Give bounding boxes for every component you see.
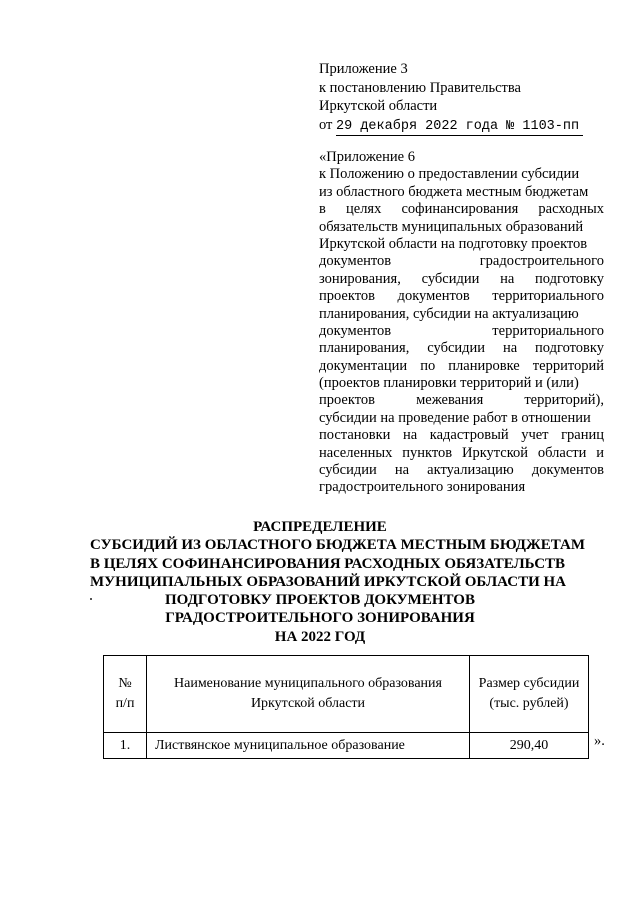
closing-quote: ». [594,733,605,749]
quote-line: к Положению о предоставлении субсидии [319,166,580,183]
quote-line: проектов документов территориального [319,288,604,305]
quoted-appendix [319,149,604,497]
quote-line: субсидии на актуализацию документов [319,462,604,479]
header-amount [470,656,589,733]
quote-line: постановки на кадастровый учет границ [319,427,604,444]
quote-line: (проектов планировки территорий и (или) [319,375,579,392]
title-line: НА 2022 ГОД [274,628,366,645]
title-line: РАСПРЕДЕЛЕНИЕ [253,519,387,535]
title-line: ГРАДОСТРОИТЕЛЬНОГО ЗОНИРОВАНИЯ [165,610,475,627]
header-number-line: № [118,676,132,691]
quote-line: планирования, субсидии на актуализацию [319,305,579,322]
quote-line: населенных пунктов Иркутской области и [319,444,604,461]
appendix-number: Приложение 3 [319,61,408,77]
date-prefix: от [319,116,333,133]
quote-line: документов градостроительного [319,253,604,270]
header-municipality-line: Наименование муниципального образования [174,676,442,691]
appendix-region: Иркутской области [319,98,438,114]
quote-line: документации по планировке территорий [319,357,604,374]
quote-line: зонирования, субсидии на подготовку [319,270,604,287]
table-header-row [104,656,589,733]
title-line: ПОДГОТОВКУ ПРОЕКТОВ ДОКУМЕНТОВ [165,592,475,609]
subsidy-table [103,655,589,759]
row-amount: 290,40 [470,733,589,759]
appendix-date-line [319,116,609,136]
quote-line: проектов межевания территорий), [319,392,604,409]
quote-line: в целях софинансирования расходных [319,201,604,218]
header-number [104,656,147,733]
header-municipality-line: Иркутской области [250,696,366,711]
header-amount-line: Размер субсидии [478,676,580,691]
quote-line: «Приложение 6 [319,149,415,165]
header-municipality [147,656,470,733]
quote-line: градостроительного зонирования [319,479,526,496]
title-line: В ЦЕЛЯХ СОФИНАНСИРОВАНИЯ РАСХОДНЫХ ОБЯЗАТЕЛЬСТВ [90,555,566,572]
date-value: 29 декабря 2022 года № 1103-пп [336,119,583,136]
appendix-header [319,60,609,136]
quote-line: обязательств муниципальных образований [319,218,584,235]
quote-line: из областного бюджета местным бюджетам [319,183,589,200]
header-amount-line: (тыс. рублей) [489,696,569,711]
title-line: МУНИЦИПАЛЬНЫХ ОБРАЗОВАНИЙ ИРКУТСКОЙ ОБЛАСТИ НА [90,573,566,590]
row-municipality: Листвянское муниципальное образование [147,733,470,759]
header-number-line: п/п [115,696,135,711]
quote-line: Иркутской области на подготовку проектов [319,235,588,252]
document-title [90,518,585,646]
quote-line: планирования, субсидии на подготовку [319,340,604,357]
quote-line: документов территориального [319,322,604,339]
quote-line: субсидии на проведение работ в отношении [319,409,591,426]
table-row [104,733,589,759]
appendix-reference: к постановлению Правительства [319,79,521,96]
row-number: 1. [104,733,147,759]
title-line: СУБСИДИЙ ИЗ ОБЛАСТНОГО БЮДЖЕТА МЕСТНЫМ БЮДЖЕТАМ [90,537,585,554]
